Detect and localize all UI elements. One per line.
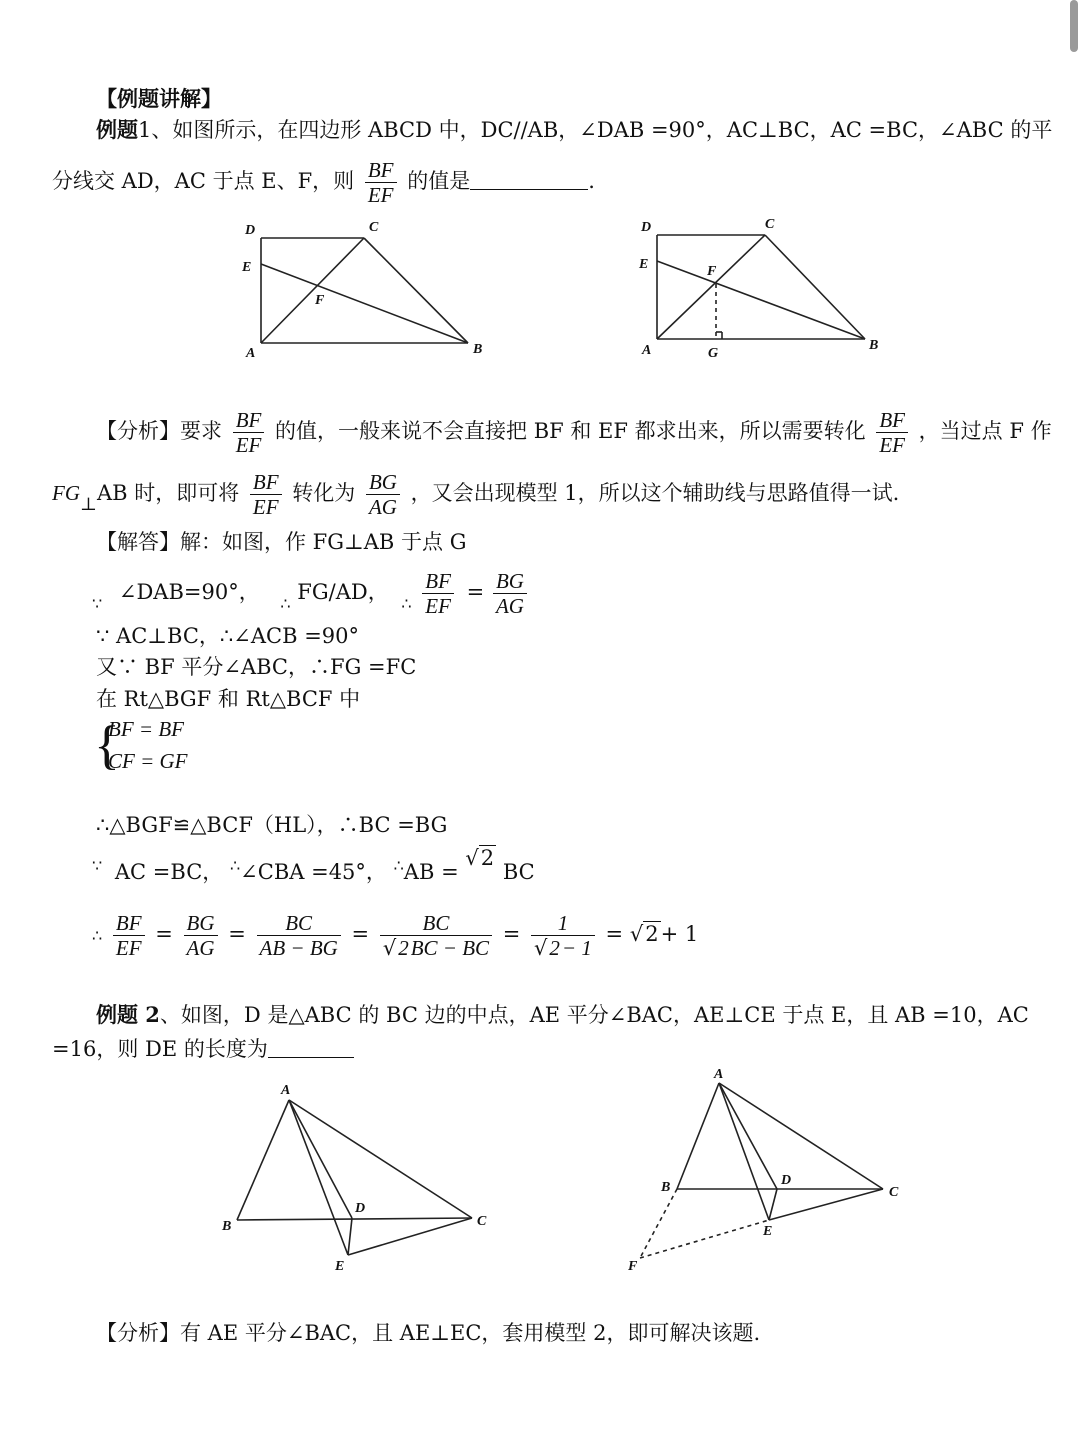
fig4-label-e: E (763, 1224, 773, 1239)
fig2-label-f: F (707, 264, 717, 279)
solution-step4: 在 Rt△BGF 和 Rt△BCF 中 (96, 687, 361, 711)
sqrt-2: √2 (465, 846, 495, 870)
solution-step6: ∴△BGF≌△BCF（HL），∴BC =BG (96, 813, 448, 837)
solution-step2: ∵ AC⊥BC，∴∠ACB =90° (96, 624, 360, 648)
solution-step3: 又∵ BF 平分∠ABC，∴FG =FC (96, 655, 417, 679)
fig1-label-a: A (246, 346, 256, 361)
solution-intro: 【解答】解：如图，作 FG⊥AB 于点 G (96, 530, 467, 554)
fig1-label-f: F (315, 293, 325, 308)
solution-step5b: CF = GF (108, 749, 188, 773)
fig4-label-b: B (661, 1180, 671, 1195)
fig4-label-a: A (714, 1067, 724, 1082)
fig3-label-e: E (335, 1259, 345, 1274)
example2-line1: 例题 2、如图，D 是△ABC 的 BC 边的中点，AE 平分∠BAC，AE⊥CE 于点 E，且 AB =10，AC (96, 1002, 1029, 1027)
fig1-label-e: E (242, 260, 252, 275)
analysis1-line1: 【分析】要求 $\frac{BF}{EF}$ 的值，一般来说不会直接把 BF 和 EF 都求出来，所以需要转化 $\frac{BF}{EF}$ ，当过点 F 作 (96, 408, 1052, 457)
analysis2: 【分析】有 AE 平分∠BAC，且 AE⊥EC，套用模型 2，即可解决该题. (96, 1321, 761, 1345)
solution-step7: ∵ AC =BC， ∴∠CBA =45°， ∴AB = √2 BC (92, 850, 535, 896)
fig1-label-d: D (245, 223, 256, 238)
fig2-label-e: E (639, 257, 649, 272)
fig1-label-c: C (369, 220, 379, 235)
system-brace: { (94, 715, 120, 775)
fig3-label-b: B (222, 1219, 232, 1234)
fig4-label-d: D (781, 1173, 792, 1188)
fig3-label-d: D (355, 1201, 366, 1216)
fig2-label-g: G (708, 346, 719, 361)
fig3-label-a: A (281, 1083, 291, 1098)
fig2-label-a: A (642, 343, 652, 358)
solution-step5a: BF = BF (108, 717, 184, 741)
fig4-label-c: C (889, 1185, 899, 1200)
fig3-label-c: C (477, 1214, 487, 1229)
example1-text: 1、如图所示，在四边形 ABCD 中，DC//AB，∠DAB =90°，AC⊥BC，AC =BC，∠ABC 的平 (138, 118, 1053, 142)
solution-equation: ∴ $\frac{BF}{EF}$ = $\frac{BG}{AG}$ = $\frac{BC}{AB - BG}$ = $\frac{BC}{√2BC - BC}$ = $\frac{1}{√2- 1}$ = √2+ 1 (92, 911, 699, 960)
solution-step1: $_\because$ ∠DAB=90°， $_\therefore$ FG/AD， $_\therefore$ $\frac{BF}{EF}$ = $\frac{BG}{AG}$ (92, 562, 501, 624)
example2-label: 例题 2 (96, 1002, 160, 1027)
example1-line2: 分线交 AD，AC 于点 E、F，则 $\frac{BF}{EF}$ 的值是 . (52, 158, 595, 207)
fig2-label-b: B (869, 338, 879, 353)
fig1-label-b: B (473, 342, 483, 357)
example2-line2: =16，则 DE 的长度为 (52, 1034, 354, 1064)
fig4-label-f: F (628, 1259, 638, 1274)
fig2-label-c: C (765, 217, 775, 232)
example1-label: 例题 (96, 117, 138, 142)
fig2-label-d: D (641, 220, 652, 235)
fraction-bf-ef: $\frac{BF}{EF}$ (365, 158, 397, 207)
analysis1-line2: FG⊥AB 时，即可将 $\frac{BF}{EF}$ 转化为 $\frac{BG}{AG}$ ，又会出现模型 1，所以这个辅助线与思路值得一试. (52, 470, 900, 519)
section-heading: 【例题讲解】 (96, 86, 222, 111)
